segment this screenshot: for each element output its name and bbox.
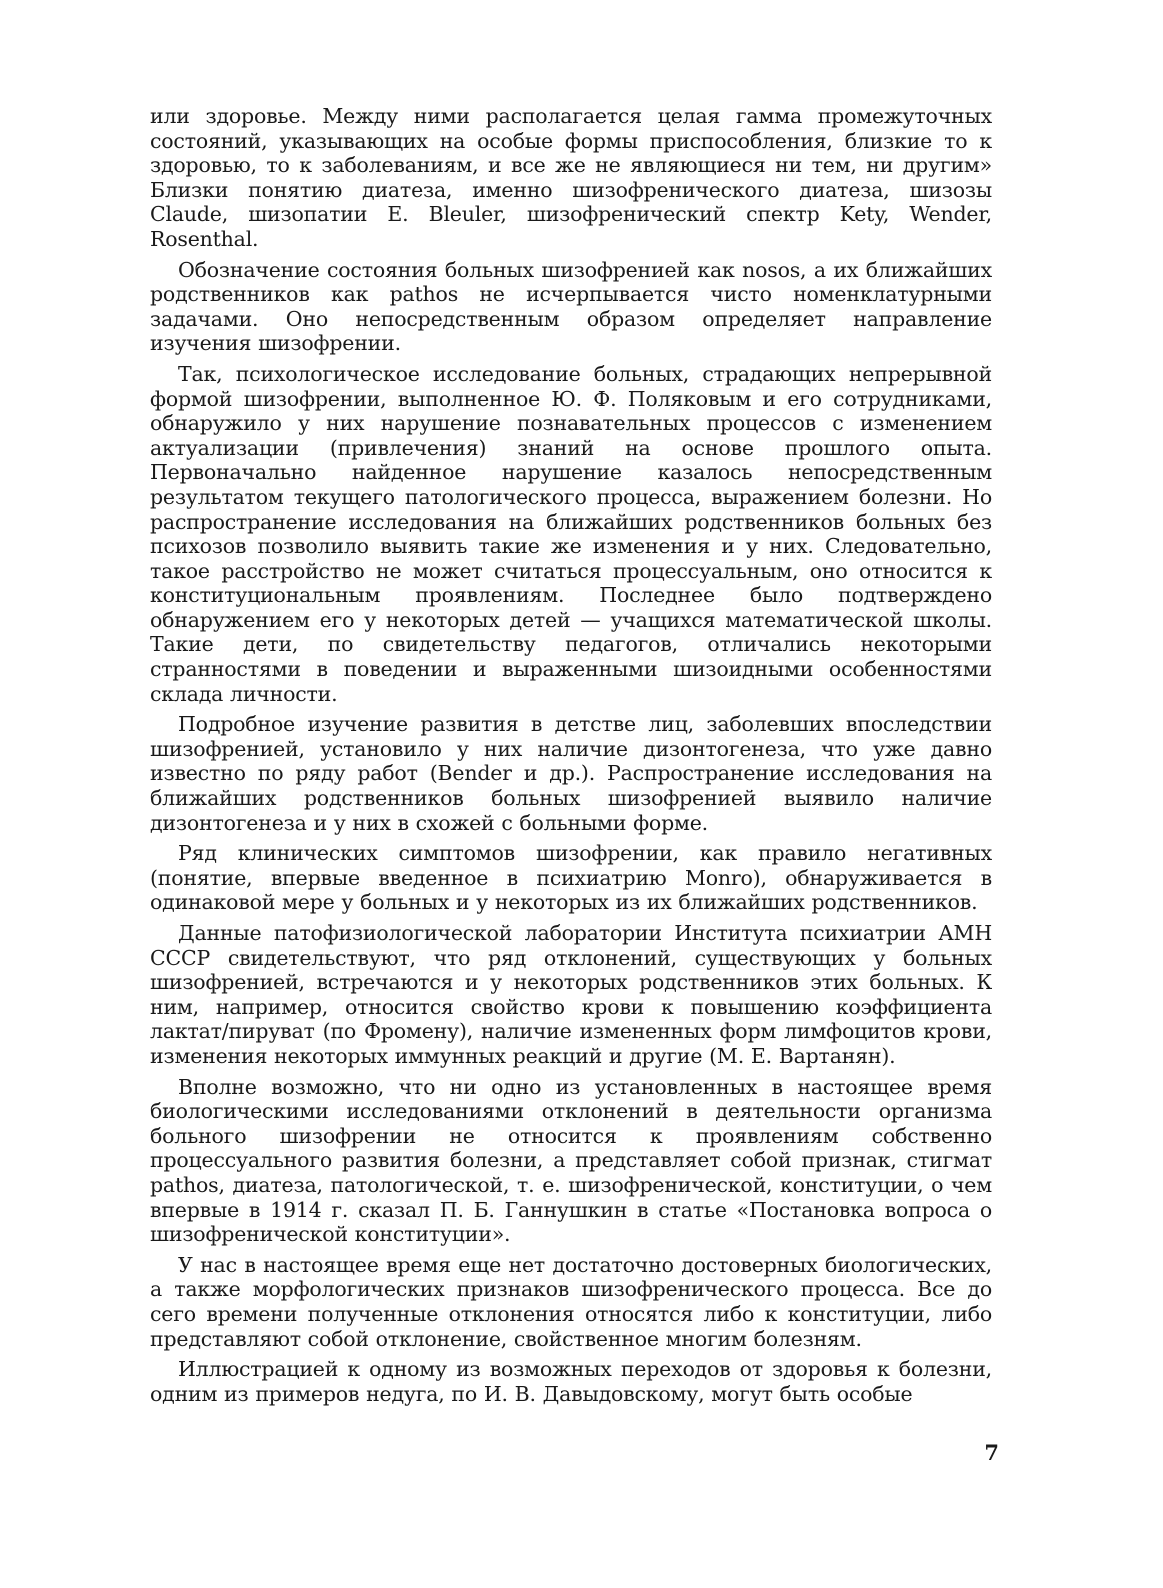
paragraph-psychological-study: Так, психологическое исследование больных, страдающих непрерывной формой шизофрении, выполненное Ю. Ф. Поляковым и его сотрудниками, обнаружило у них нарушение познавательных процессов с изменением актуализации (привлечения) знаний на основе прошлого опыта. Первоначально найденное нарушение казалось непосредственным результатом текущего патологического процесса, выражением болезни. Но распространение исследования на ближайших родственников больных без психозов позволило выявить такие же изменения и у них. Следовательно, такое расстройство не может считаться процессуальным, оно относится к конституциональным проявлениям. Последнее было подтверждено обнаружением его у некоторых детей — учащихся математической школы. Такие дети, по свидетельству педагогов, отличались некоторыми странностями в поведении и выраженными шизоидными особенностями склада личности. xyxy=(150,361,992,706)
paragraph-nosos-pathos: Обозначение состояния больных шизофренией как nosos, а их ближайших родственников как pathos не исчерпывается чисто номенклатурными задачами. Оно непосредственным образом определяет направление изучения шизофрении. xyxy=(150,257,992,356)
body-text xyxy=(150,104,992,1412)
page-number: 7 xyxy=(984,1440,999,1465)
paragraph-clinical-symptoms: Ряд клинических симптомов шизофрении, как правило негативных (понятие, впервые введенное в психиатрию Monro), обнаруживается в одинаковой мере у больных и у некоторых из их ближайших родственников. xyxy=(150,841,992,915)
paragraph-biological-signs: У нас в настоящее время еще нет достаточно достоверных биологических, а также морфологических признаков шизофренического процесса. Все до сего времени полученные отклонения относятся либо к конституции, либо представляют собой отклонение, свойственное многим болезням. xyxy=(150,1252,992,1351)
paragraph-constitution: Вполне возможно, что ни одно из установленных в настоящее время биологическими исследованиями отклонений в деятельности организма больного шизофрении не относится к проявлениям собственно процессуального развития болезни, а представляет собой признак, стигмат pathos, диатеза, патологической, т. е. шизофренической, конституции, о чем впервые в 1914 г. сказал П. Б. Ганнушкин в статье «Постановка вопроса о шизофренической конституции». xyxy=(150,1074,992,1247)
paragraph-pathophysiology: Данные патофизиологической лаборатории Института психиатрии АМН СССР свидетельствуют, что ряд отклонений, существующих у больных шизофренией, встречаются и у некоторых родственников этих больных. К ним, например, относится свойство крови к повышению коэффициента лактат/пируват (по Фромену), наличие измененных форм лимфоцитов крови, изменения некоторых иммунных реакций и другие (М. Е. Вартанян). xyxy=(150,921,992,1068)
paragraph-continued: или здоровье. Между ними располагается целая гамма промежуточных состояний, указывающих на особые формы приспособления, близкие то к здоровью, то к заболеваниям, и все же не являющиеся ни тем, ни другим» Близки понятию диатеза, именно шизофренического диатеза, шизозы Claude, шизопатии E. Bleuler, шизофренический спектр Kety, Wender, Rosenthal. xyxy=(150,104,992,251)
paragraph-dysontogenesis: Подробное изучение развития в детстве лиц, заболевших впоследствии шизофренией, установило у них наличие дизонтогенеза, что уже давно известно по ряду работ (Bender и др.). Распространение исследования на ближайших родственников больных шизофренией выявило наличие дизонтогенеза и у них в схожей с больными форме. xyxy=(150,712,992,835)
paragraph-illustration: Иллюстрацией к одному из возможных переходов от здоровья к болезни, одним из примеров недуга, по И. В. Давыдовскому, могут быть особые xyxy=(150,1357,992,1406)
